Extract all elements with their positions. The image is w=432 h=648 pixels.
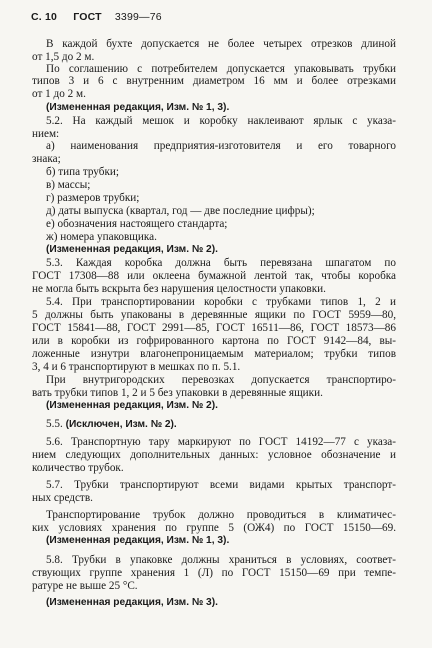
text-line: количество трубок. — [32, 462, 124, 474]
text-line: По соглашению с потребителем допускается упаковывать трубки — [46, 63, 396, 75]
text-line: Транспортирование трубок должно проводиться в климатичес- — [46, 509, 396, 521]
amendment-note: (Измененная редакция, Изм. № 1, 3). — [46, 535, 230, 546]
text-line: типов 3 и 6 с внутренним диаметром 16 мм и более отрезками — [32, 75, 396, 87]
text-line: В каждой бухте допускается не более четырех отрезков длиной — [46, 38, 396, 50]
standard-number: 3399—76 — [114, 11, 162, 23]
text-line: ких условиях хранения по группе 5 (ОЖ4) по ГОСТ 15150—69. — [32, 522, 396, 534]
text-line: ГОСТ 17308—88 или оклеена бумажной лентой так, чтобы коробка — [32, 270, 396, 282]
text-line: 5.3. Каждая коробка должна быть перевязана шпагатом по — [46, 257, 396, 269]
text-line: 5.7. Трубки транспортируют всеми видами крытых транспорт- — [46, 479, 396, 491]
page-number: С. 10 — [31, 11, 58, 23]
text-line: нием: — [32, 128, 60, 140]
text-line: При внутригородских перевозках допускается транспортиро- — [46, 374, 396, 386]
text-line: не могла быть вскрыта без нарушения целостности упаковки. — [32, 283, 326, 295]
text-line: вать трубки типов 1, 2 и 5 без упаковки в деревянные ящики. — [32, 387, 323, 399]
text-line: ствующих группе хранения 1 (Л) по ГОСТ 15150—69 при темпе- — [32, 567, 396, 579]
text-line: 5.2. На каждый мешок и коробку наклеивают ярлык с указа- — [46, 115, 396, 127]
section-5-5 — [46, 418, 396, 431]
section-5-5-note: (Исключен, Изм. № 2). — [65, 419, 177, 430]
standard-label: ГОСТ — [73, 11, 102, 23]
text-line: ных средств. — [32, 492, 93, 504]
list-item: а) наименования предприятия-изготовителя и его товарного — [46, 140, 396, 152]
section-5-5-number: 5.5. — [46, 418, 66, 430]
text-line: 5.8. Трубки в упаковке должны храниться в условиях, соответ- — [46, 554, 396, 566]
amendment-note: (Измененная редакция, Изм. № 2). — [46, 400, 218, 411]
text-line: 5.4. При транспортировании коробки с трубками типов 1, 2 и — [46, 296, 396, 308]
amendment-note: (Измененная редакция, Изм. № 1, 3). — [46, 102, 230, 113]
list-item: в) массы; — [46, 179, 91, 191]
amendment-note: (Измененная редакция, Изм. № 2). — [46, 244, 218, 255]
text-line: ратуре не выше 25 °С. — [32, 580, 138, 592]
text-line: нием следующих дополнительных данных: условное обозначение и — [32, 449, 396, 461]
list-item: ж) номера упаковщика. — [46, 231, 157, 243]
list-item: е) обозначения настоящего стандарта; — [46, 218, 228, 230]
text-line: ГОСТ 15841—88, ГОСТ 2991—85, ГОСТ 16511—86, ГОСТ 18573—86 — [32, 322, 396, 334]
amendment-note: (Измененная редакция, Изм. № 3). — [46, 597, 218, 608]
list-item: д) даты выпуска (квартал, год — две последние цифры); — [46, 205, 315, 217]
text-line: 3, 4 и 6 транспортируют в мешках по п. 5.1. — [32, 361, 241, 373]
text-line: ложенные изнутри влагонепроницаемым материалом; трубки типов — [32, 348, 396, 360]
page-header — [31, 11, 162, 23]
text-line: от 1,5 до 2 м. — [32, 51, 95, 63]
text-line: 5 должны быть упакованы в деревянные ящики по ГОСТ 5959—80, — [32, 309, 396, 321]
list-item: г) размеров трубки; — [46, 192, 140, 204]
text-line: знака; — [32, 153, 61, 165]
list-item: б) типа трубки; — [46, 166, 119, 178]
text-line: 5.6. Транспортную тару маркируют по ГОСТ 14192—77 с указа- — [46, 436, 396, 448]
text-line: или в коробки из гофрированного картона по ГОСТ 9142—84, вы- — [32, 335, 396, 347]
text-line: от 1 до 2 м. — [32, 88, 86, 100]
